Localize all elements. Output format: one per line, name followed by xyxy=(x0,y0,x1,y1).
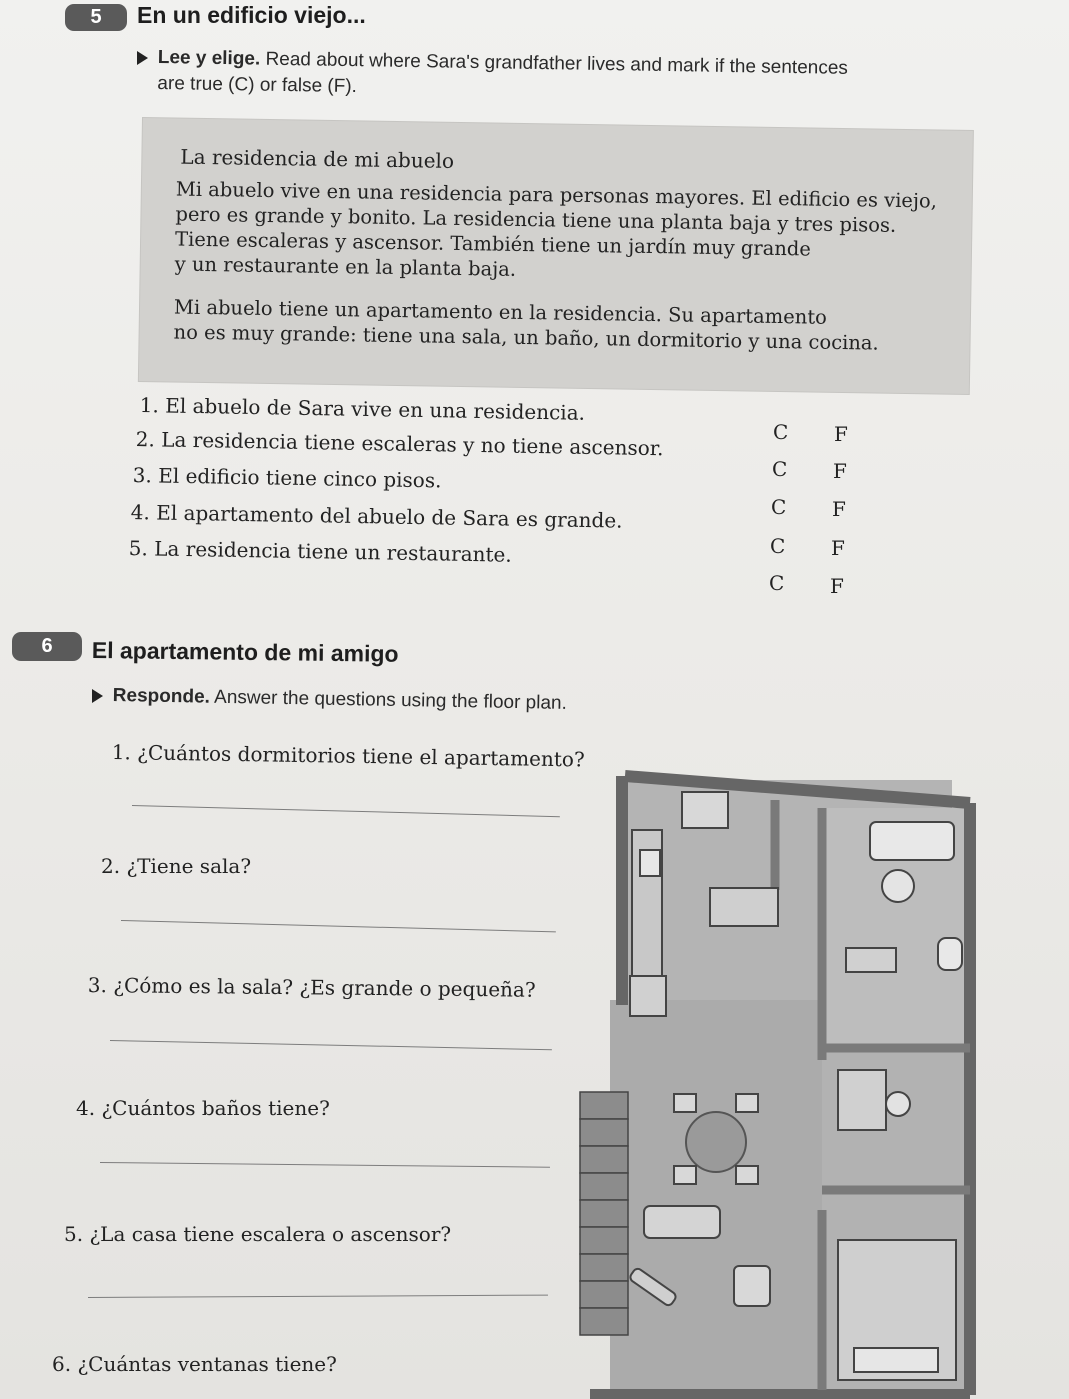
chair xyxy=(736,1094,758,1112)
instruction-bold-lee: Lee y elige. xyxy=(157,46,261,70)
option-f-4[interactable]: F xyxy=(831,536,845,560)
living-room-floor xyxy=(610,1000,822,1392)
instruction-bold-responde: Responde. xyxy=(112,684,211,708)
fridge xyxy=(630,976,666,1016)
question-6: 6. ¿Cuántas ventanas tiene? xyxy=(52,1352,337,1376)
bathtub xyxy=(870,822,954,860)
instruction-line-2: are true (C) or false (F). xyxy=(157,72,358,98)
reading-title: La residencia de mi abuelo xyxy=(180,144,455,173)
option-f-3[interactable]: F xyxy=(832,497,846,521)
statement-4: 4. El apartamento del abuelo de Sara es grande. xyxy=(130,500,623,533)
armchair xyxy=(734,1266,770,1306)
answer-line-4[interactable] xyxy=(100,1162,550,1168)
statement-1: 1. El abuelo de Sara vive en una residencia. xyxy=(139,393,586,425)
question-5: 5. ¿La casa tiene escalera o ascensor? xyxy=(64,1222,452,1246)
stairs xyxy=(580,1092,628,1335)
floor-plan xyxy=(570,770,990,1399)
option-f-1[interactable]: F xyxy=(834,422,848,446)
answer-line-5[interactable] xyxy=(88,1295,548,1298)
answer-line-3[interactable] xyxy=(110,1040,552,1050)
instruction-line-1: Read about where Sara's grandfather lives and mark if the sentences xyxy=(265,48,849,79)
desk xyxy=(838,1070,886,1130)
question-4: 4. ¿Cuántos baños tiene? xyxy=(76,1096,330,1120)
chair xyxy=(674,1094,696,1112)
reading-line: Mi abuelo tiene un apartamento en la residencia. Su apartamento xyxy=(173,295,828,329)
kitchen-island xyxy=(710,888,778,926)
question-2: 2. ¿Tiene sala? xyxy=(101,854,252,878)
section-5-title: En un edificio viejo... xyxy=(137,2,366,28)
reading-line: y un restaurante en la planta baja. xyxy=(174,252,517,281)
option-f-5[interactable]: F xyxy=(830,574,844,598)
sink xyxy=(640,850,660,876)
pillow xyxy=(854,1348,938,1372)
statement-5: 5. La residencia tiene un restaurante. xyxy=(128,536,512,567)
round-table xyxy=(686,1112,746,1172)
sofa xyxy=(644,1206,720,1238)
section-5-number-badge: 5 xyxy=(65,4,127,31)
section-6-number-badge: 6 xyxy=(12,632,82,661)
statement-3: 3. El edificio tiene cinco pisos. xyxy=(132,463,442,493)
option-f-2[interactable]: F xyxy=(833,459,847,483)
desk-chair xyxy=(886,1092,910,1116)
shelf xyxy=(846,948,896,972)
reading-paragraph-2 xyxy=(173,295,954,357)
question-3: 3. ¿Cómo es la sala? ¿Es grande o pequeña? xyxy=(87,973,536,1002)
option-c-5[interactable]: C xyxy=(769,571,785,595)
chair xyxy=(736,1166,758,1184)
statement-2: 2. La residencia tiene escaleras y no tiene ascensor. xyxy=(135,427,664,461)
option-c-1[interactable]: C xyxy=(773,420,789,444)
instruction-rest: Answer the questions using the floor plan. xyxy=(213,686,568,714)
answer-line-2[interactable] xyxy=(121,920,556,932)
question-1: 1. ¿Cuántos dormitorios tiene el apartamento? xyxy=(111,740,585,772)
reading-line: no es muy grande: tiene una sala, un baño, un dormitorio y una cocina. xyxy=(173,320,879,355)
option-c-2[interactable]: C xyxy=(772,457,788,481)
section-5-instruction xyxy=(157,45,848,108)
chair xyxy=(674,1166,696,1184)
section-6-instruction xyxy=(113,683,568,717)
stove xyxy=(682,792,728,828)
option-c-4[interactable]: C xyxy=(770,534,786,558)
reading-passage-box xyxy=(139,118,973,394)
reading-line: Mi abuelo vive en una residencia para personas mayores. El edificio es viejo, xyxy=(175,177,938,213)
sink-basin xyxy=(882,870,914,902)
toilet xyxy=(938,938,962,970)
section-6-title: El apartamento de mi amigo xyxy=(91,637,399,667)
instruction-arrow-icon xyxy=(137,51,148,65)
reading-line: Tiene escaleras y ascensor. También tiene un jardín muy grande xyxy=(174,227,812,261)
reading-line: pero es grande y bonito. La residencia tiene una planta baja y tres pisos. xyxy=(175,202,897,237)
instruction-arrow-icon xyxy=(92,689,103,703)
option-c-3[interactable]: C xyxy=(771,495,787,519)
reading-paragraph-1 xyxy=(175,177,956,289)
answer-line-1[interactable] xyxy=(132,805,560,817)
